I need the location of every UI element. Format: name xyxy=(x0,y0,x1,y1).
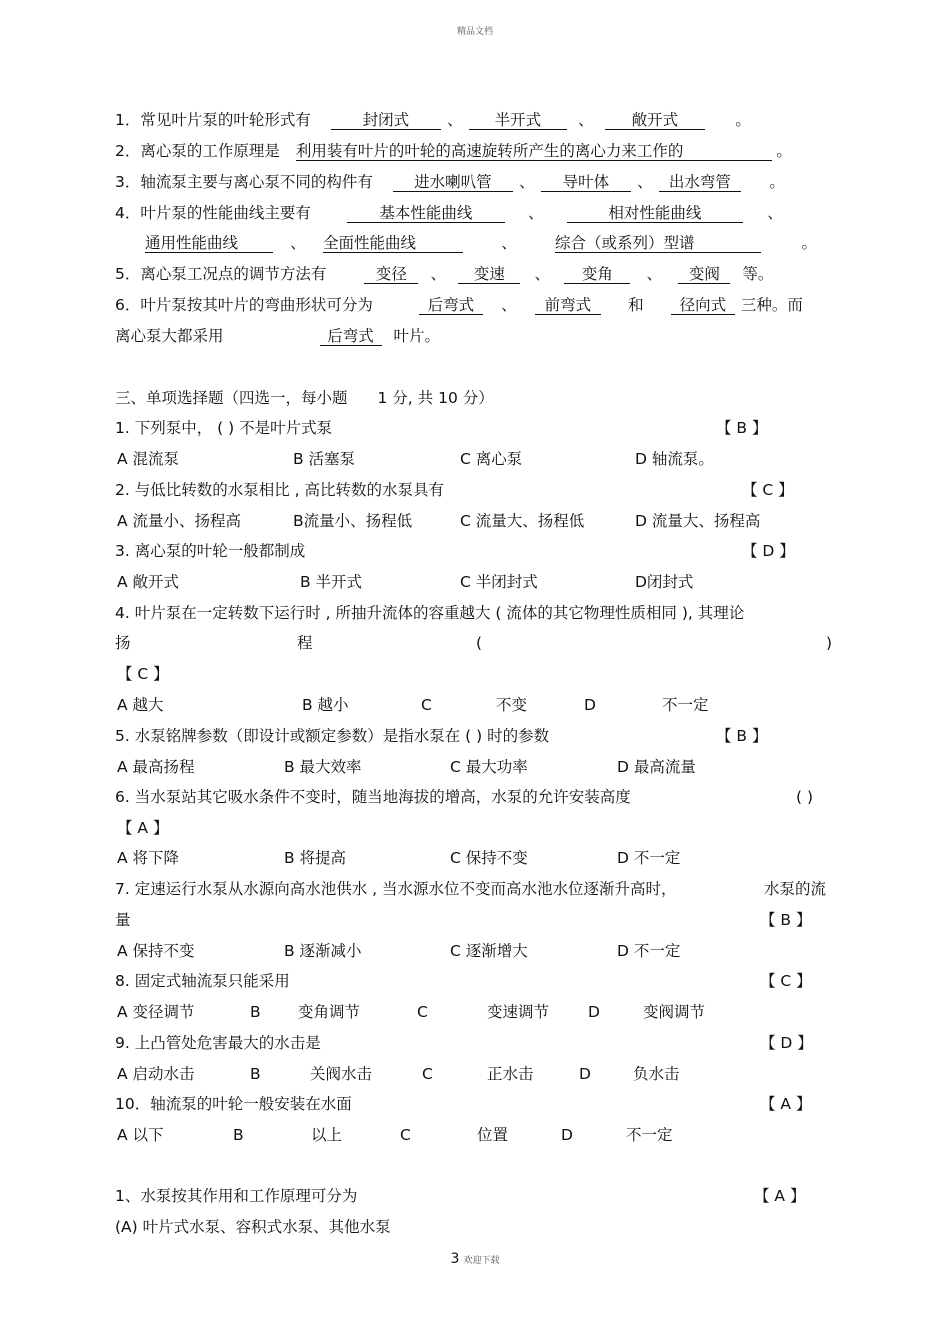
fill-item-5: 5．离心泵工况点的调节方法有 变径 、 变速 、 变角 、 变阀 等。 xyxy=(115,265,774,283)
question-text: ) xyxy=(826,634,833,652)
answer-blank: 变速 xyxy=(458,265,520,284)
option: 以上 xyxy=(311,1126,343,1144)
question-text: 量 xyxy=(115,911,131,929)
answer-bracket: 【 D 】 xyxy=(742,542,795,560)
option: C 保持不变 xyxy=(450,849,528,867)
question-text: 水泵的流 xyxy=(764,880,827,898)
fill-item-2: 2．离心泵的工作原理是 利用装有叶片的叶轮的高速旋转所产生的离心力来工作的 。 xyxy=(115,142,792,160)
option: B 逐渐减小 xyxy=(284,942,362,960)
answer-blank: 敞开式 xyxy=(605,111,705,130)
option: B xyxy=(250,1003,261,1021)
option: B 最大效率 xyxy=(284,758,362,776)
answer-blank: 变径 xyxy=(364,265,418,284)
option: 关阀水击 xyxy=(310,1065,373,1083)
answer-blank: 导叶体 xyxy=(541,173,631,192)
option: D xyxy=(588,1003,600,1021)
question-6: 6. 当水泵站其它吸水条件不变时，随当地海拔的增高，水泵的允许安装高度 xyxy=(115,788,631,806)
answer-blank: 进水喇叭管 xyxy=(393,173,513,192)
option: C xyxy=(422,1065,433,1083)
question-text: 扬 xyxy=(115,634,131,652)
page-header: 精品文档 xyxy=(456,27,493,37)
question-10: 10．轴流泵的叶轮一般安装在水面 xyxy=(115,1095,352,1113)
option: D xyxy=(584,696,596,714)
option: 变速调节 xyxy=(487,1003,550,1021)
option: A 启动水击 xyxy=(117,1065,195,1083)
footer-label: 欢迎下载 xyxy=(463,1256,500,1266)
answer-bracket: 【 C 】 xyxy=(760,972,812,990)
question-text: ( xyxy=(476,634,483,652)
answer-blank: 变阀 xyxy=(678,265,730,284)
option: A 将下降 xyxy=(117,849,180,867)
answer-bracket: 【 A 】 xyxy=(754,1187,806,1205)
question-text: ( ) xyxy=(796,788,814,806)
fill-item-3: 3．轴流泵主要与离心泵不同的构件有 进水喇叭管 、 导叶体 、 出水弯管 。 xyxy=(115,173,785,191)
page-number: 3 xyxy=(450,1251,460,1267)
extra-option: (A) 叶片式水泵、容积式水泵、其他水泵 xyxy=(115,1218,391,1236)
option: D 最高流量 xyxy=(617,758,696,776)
answer-blank: 封闭式 xyxy=(331,111,441,130)
option: B 越小 xyxy=(302,696,349,714)
option: 正水击 xyxy=(487,1065,534,1083)
option: B 活塞泵 xyxy=(293,450,356,468)
answer-blank: 通用性能曲线 xyxy=(145,234,273,253)
option: D xyxy=(579,1065,591,1083)
option: C 离心泵 xyxy=(460,450,523,468)
option: 位置 xyxy=(477,1126,509,1144)
answer-blank: 径向式 xyxy=(671,296,735,315)
option: A 保持不变 xyxy=(117,942,195,960)
option: D 不一定 xyxy=(617,942,681,960)
answer-blank: 全面性能曲线 xyxy=(323,234,463,253)
option: D闭封式 xyxy=(635,573,694,591)
answer-blank: 后弯式 xyxy=(320,327,382,346)
page-footer xyxy=(0,1248,950,1267)
option: A 越大 xyxy=(117,696,164,714)
option: C xyxy=(421,696,432,714)
answer-bracket: 【 B 】 xyxy=(760,911,812,929)
question-3: 3. 离心泵的叶轮一般都制成 xyxy=(115,542,306,560)
option: 变阀调节 xyxy=(643,1003,706,1021)
fill-item-6-cont: 离心泵大都采用 后弯式 叶片。 xyxy=(115,327,441,345)
answer-bracket: 【 A 】 xyxy=(117,819,169,837)
question-1: 1. 下列泵中， ( ) 不是叶片式泵 xyxy=(115,419,333,437)
answer-bracket: 【 B 】 xyxy=(716,419,768,437)
options-1: A 混流泵 xyxy=(117,450,180,468)
option: D 不一定 xyxy=(617,849,681,867)
option: B流量小、扬程低 xyxy=(293,512,413,530)
option: 不一定 xyxy=(662,696,709,714)
option: B 将提高 xyxy=(284,849,347,867)
answer-blank: 基本性能曲线 xyxy=(347,204,505,223)
option: C 半闭封式 xyxy=(460,573,538,591)
option: 负水击 xyxy=(633,1065,680,1083)
option: 不一定 xyxy=(626,1126,673,1144)
option: A 以下 xyxy=(117,1126,164,1144)
option: C 流量大、扬程低 xyxy=(460,512,585,530)
question-2: 2. 与低比转数的水泵相比 , 高比转数的水泵具有 xyxy=(115,481,444,499)
option: 变角调节 xyxy=(298,1003,361,1021)
option: C xyxy=(400,1126,411,1144)
option: C 逐渐增大 xyxy=(450,942,528,960)
section-title: 三、单项选择题（四选一，每小题 1 分, 共 10 分） xyxy=(115,389,494,407)
answer-blank: 利用装有叶片的叶轮的高速旋转所产生的离心力来工作的 xyxy=(296,142,772,161)
option: D xyxy=(561,1126,573,1144)
question-8: 8. 固定式轴流泵只能采用 xyxy=(115,972,290,990)
answer-bracket: 【 A 】 xyxy=(760,1095,812,1113)
option: B 半开式 xyxy=(300,573,363,591)
option: A 流量小、扬程高 xyxy=(117,512,242,530)
question-text: 程 xyxy=(297,634,313,652)
option: A 变径调节 xyxy=(117,1003,195,1021)
fill-item-4-cont: 通用性能曲线 、 全面性能曲线 、 综合（或系列）型谱 。 xyxy=(145,234,817,252)
fill-item-1: 1．常见叶片泵的叶轮形式有 封闭式 、 半开式 、 敞开式 。 xyxy=(115,111,751,129)
answer-bracket: 【 B 】 xyxy=(716,727,768,745)
option: A 最高扬程 xyxy=(117,758,195,776)
question-5: 5. 水泵铭牌参数（即设计或额定参数）是指水泵在 ( ) 时的参数 xyxy=(115,727,550,745)
option: D 流量大、扬程高 xyxy=(635,512,761,530)
question-7: 7. 定速运行水泵从水源向高水池供水 , 当水源水位不变而高水池水位逐渐升高时， xyxy=(115,880,677,898)
extra-question: 1、水泵按其作用和工作原理可分为 xyxy=(115,1187,358,1205)
option: 不变 xyxy=(496,696,528,714)
option: C 最大功率 xyxy=(450,758,528,776)
answer-bracket: 【 C 】 xyxy=(742,481,794,499)
answer-bracket: 【 C 】 xyxy=(117,665,169,683)
question-9: 9. 上凸管处危害最大的水击是 xyxy=(115,1034,321,1052)
answer-blank: 综合（或系列）型谱 xyxy=(555,234,761,253)
fill-item-6: 6．叶片泵按其叶片的弯曲形状可分为 后弯式 、 前弯式 和 径向式 三种。而 xyxy=(115,296,803,314)
option: D 轴流泵。 xyxy=(635,450,714,468)
answer-blank: 后弯式 xyxy=(419,296,483,315)
fill-item-4: 4．叶片泵的性能曲线主要有 基本性能曲线 、 相对性能曲线 、 xyxy=(115,204,783,222)
option: A 敞开式 xyxy=(117,573,180,591)
option: B xyxy=(250,1065,261,1083)
answer-blank: 半开式 xyxy=(469,111,567,130)
question-4: 4. 叶片泵在一定转数下运行时 , 所抽升流体的容重越大 ( 流体的其它物理性质相同 ), 其理论 xyxy=(115,604,745,622)
answer-bracket: 【 D 】 xyxy=(760,1034,813,1052)
answer-blank: 出水弯管 xyxy=(659,173,741,192)
option: C xyxy=(417,1003,428,1021)
answer-blank: 相对性能曲线 xyxy=(567,204,743,223)
option: B xyxy=(233,1126,244,1144)
answer-blank: 前弯式 xyxy=(535,296,601,315)
answer-blank: 变角 xyxy=(564,265,630,284)
